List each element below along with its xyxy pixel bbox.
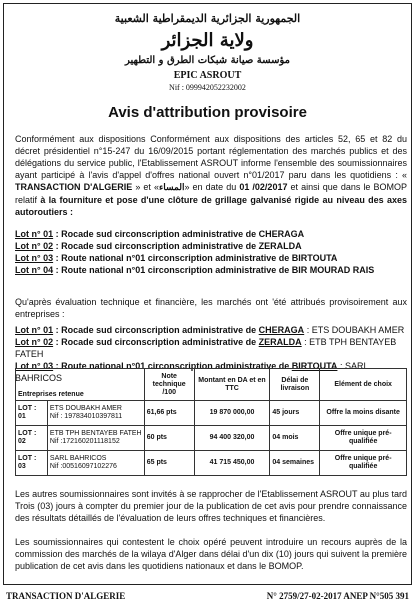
table-row [16,401,407,426]
header-montant: Montant en DA et en TTC [194,369,270,401]
lot-text: : Route national n°01 circonscription administrative de BIRTOUTA [53,253,338,263]
awarded-lot-item [15,336,407,360]
footer [6,591,409,601]
company-name: EPIC ASROUT [173,70,242,81]
intro-text-d: et ainsi que dans le BOMOP relatif [15,182,408,205]
lots-list [15,228,407,276]
awarded-lot-place: ZERALDA [258,337,302,347]
closing-paragraph-2: Les soumissionnaires qui contestent le choix opéré peuvent introduire un recours auprès de la commission des marchés de la wilaya d'Alger dans délai d'un dix (10) jours qui suivent la première publication de cet avis dans les quotidiens nationaux et dans le BOMOP. [15,537,407,571]
lot-item [15,240,407,252]
cell-lot: LOT : 01 [16,401,48,426]
cell-note: 65 pts [144,451,194,476]
cell-montant: 19 870 000,00 [194,401,270,426]
cell-note: 60 pts [144,426,194,451]
lot-item [15,228,407,240]
company-name-text: ETS DOUBAKH AMER [49,405,122,412]
header-entreprises: Entreprises retenue [16,369,145,401]
intro-newspaper-2: المساء [159,183,185,193]
cell-choix: Offre unique pré-qualifiée [320,451,407,476]
header-choix: Elément de choix [320,369,407,401]
footer-newspaper: TRANSACTION D'ALGERIE [6,591,126,601]
lot-label: Lot n° 02 [15,241,54,251]
intro-object: à la fourniture et pose d'une clôture de grillage galvanisé rigide au niveau des axes autoroutiers : [15,195,407,217]
lot-label: Lot n° 01 [15,229,54,239]
results-table [15,368,407,476]
lot-item [15,264,407,276]
awarded-lot-text: : Rocade sud circonscription administrative de [53,337,259,347]
awarded-lot-text: : Rocade sud circonscription administrative de [53,325,259,335]
cell-note: 61,66 pts [144,401,194,426]
cell-montant: 41 715 450,00 [194,451,270,476]
lot-label: Lot n° 03 [15,253,54,263]
cell-delai: 04 semaines [270,451,320,476]
cell-choix: Offre la moins disante [320,401,407,426]
awarded-lot-text: : Route national n°01 circonscription administrative de [53,361,292,371]
table-row [16,451,407,476]
cell-delai: 45 jours [270,401,320,426]
table-row [16,426,407,451]
cell-delai: 04 mois [270,426,320,451]
cell-lot: LOT : 03 [16,451,48,476]
awarded-lot-label: Lot n° 02 [15,337,54,347]
awarded-lot-place: BIRTOUTA [291,361,338,371]
intro-text-a: Conformément aux dispositions Conformément aux dispositions des articles 52, 65 et 82 du décret présidentiel n°15-247 du 16/09/2015 portant réglementation des marchés publics et des délégations du service public, l'Etablissement ASROUT informe l'ensemble des soumissionnaires ayant participé à l'avis d'appel d'offres national ouvert n°01/2017 paru dans les quotidiens : « [15,134,407,180]
closing-paragraph-1: Les autres soumissionnaires sont invités à se rapprocher de l'Etablissement ASROUT au plus tard Trois (03) jours à compter du premier jour de la publication de cet avis pour prendre connaissance des résultats détaillés de l'évaluation de leurs offres techniques et financières. [15,489,407,523]
cell-choix: Offre unique pré-qualifiée [320,426,407,451]
evaluation-paragraph: Qu'après évaluation technique et financière, les marchés ont 'été attribués provisoirement aux entreprises : [15,297,407,319]
awarded-lot-company: : ETS DOUBAKH AMER [304,325,405,335]
header-note: Note technique /100 [144,369,194,401]
lot-item [15,252,407,264]
cell-lot: LOT : 02 [16,426,48,451]
intro-paragraph [15,133,407,218]
company-nif-text: Nif : 197834010397811 [49,413,123,420]
awarded-lot-company: : ETB TPH BENTAYEB FATEH [15,337,397,359]
awarded-lot-label: Lot n° 03 [15,361,54,371]
intro-date: 01 /02/2017 [239,182,291,192]
awarded-lot-place: CHERAGA [258,325,305,335]
footer-reference: N° 2759/27-02-2017 ANEP N°505 391 [266,591,409,601]
cell-company [47,401,144,426]
cell-company [47,451,144,476]
company-nif-text: Nif :172160201118152 [49,438,120,445]
company-name-text: SARL BAHRICOS [49,455,107,462]
company-nif: Nif : 099942052232002 [169,83,246,92]
company-nif-text: Nif :00516097102276 [49,463,117,470]
cell-company [47,426,144,451]
awarded-lot-label: Lot n° 01 [15,325,54,335]
awarded-lot-company: : SARL BAHRICOS [15,361,369,383]
lot-label: Lot n° 04 [15,265,54,275]
notice-title: Avis d'attribution provisoire [108,104,307,121]
arabic-wilaya-heading: ولاية الجزائر [161,30,254,51]
company-name-text: ETB TPH BENTAYEB FATEH [49,430,142,437]
lot-text: : Route national n°01 circonscription administrative de BIR MOURAD RAIS [53,265,375,275]
lot-text: : Rocade sud circonscription administrative de CHERAGA [53,229,305,239]
arabic-republic-heading: الجمهورية الجزائرية الديمقراطية الشعبية [114,12,301,25]
intro-text-c: » en date du [184,182,240,192]
lot-text: : Rocade sud circonscription administrative de ZERALDA [53,241,302,251]
table-header-row [16,369,407,401]
header-delai: Délai de livraison [270,369,320,401]
intro-newspaper-1: TRANSACTION D'ALGERIE [15,182,136,192]
cell-montant: 94 400 320,00 [194,426,270,451]
awarded-lot-item [15,324,407,336]
intro-text-b: » et « [135,182,159,192]
arabic-company-heading: مؤسسة صيانة شبكات الطرق و التطهير [125,55,290,66]
